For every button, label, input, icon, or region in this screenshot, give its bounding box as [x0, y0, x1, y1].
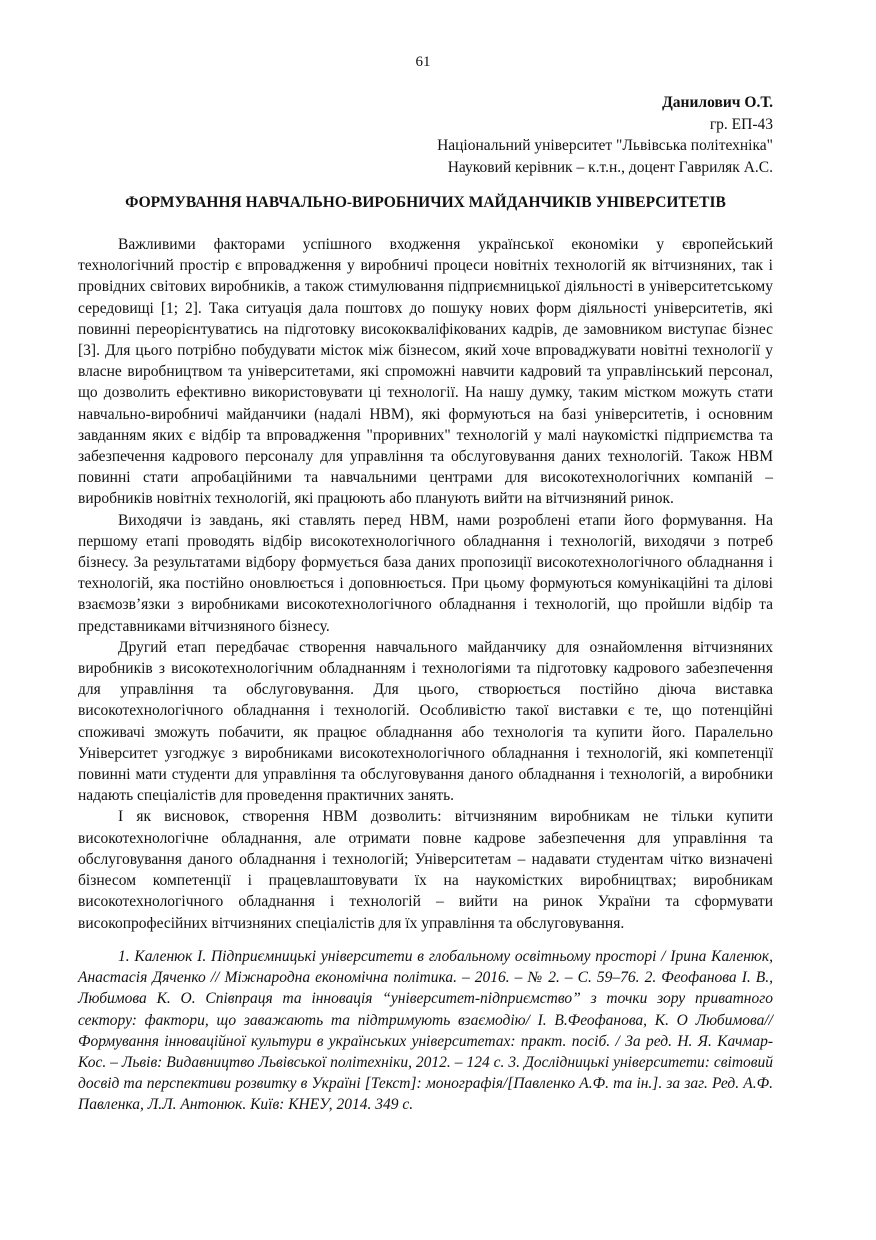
author-block [173, 92, 773, 178]
paragraph-conclusion: І як висновок, створення НВМ дозволить: вітчизняним виробникам не тільки купити високотехнологічне обладнання, але отримати повне кадрове забезпечення для управління та обслуговування даного обладнання і технологій; Університетам – надавати студентам чітко визначені бізнесом компетенції і працевлаштовувати їх на наукомістких виробництвах; виробникам високотехнологічного обладнання і технологій – вийти на ринок України та сформувати високопрофесійних вітчизняних спеціалістів для їх управління та обслуговування. [78, 808, 773, 932]
article-body [78, 234, 773, 934]
author-name: Данилович О.Т. [662, 94, 773, 111]
page-number: 61 [415, 54, 431, 70]
article-title: ФОРМУВАННЯ НАВЧАЛЬНО-ВИРОБНИЧИХ МАЙДАНЧИКІВ УНІВЕРСИТЕТІВ [125, 194, 726, 211]
references-list [78, 946, 773, 1116]
author-group: гр. ЕП-43 [709, 115, 773, 133]
author-supervisor: Науковий керівник – к.т.н., доцент Гавриляк А.С. [447, 158, 773, 176]
paragraph-second-stage: Другий етап передбачає створення навчального майданчику для ознайомлення вітчизняних виробників з високотехнологічним обладнанням і технологіями та підготовку кадрового забезпечення для управління та обслуговування. Для цього, створюється постійно діюча виставка високотехнологічного обладнання і технологій. Особливістю такої виставки є те, що потенційні споживачі зможуть побачити, як працює обладнання або технологія та купити його. Паралельно Університет узгоджує з виробниками високотехнологічного обладнання і технологій, які компетенції повинні мати студенти для управління та обслуговування даного обладнання і технологій, а виробники надають спеціалістів для проведення практичних занять. [78, 638, 773, 805]
references-text: 1. Каленюк І. Підприємницькі університети в глобальному освітньому просторі / Ірина Каленюк, Анастасія Дяченко // Міжнародна економічна політика. – 2016. – № 2. – С. 59–76. 2. Феофанова І. В., Любимова К. О. Співпраця та інновація “університет-підприємство” з точки зору приватного сектору: фактори, що заважають та підтримують взаємодію/ І. В.Феофанова, К. О Любимова// Формування інноваційної культури в українських університетах: практ. посіб. / За ред. Н. Я. Качмар-Кос. – Львів: Видавництво Львівської політехніки, 2012. – 124 с. 3. Дослідницькі університети: світовий досвід та перспективи розвитку в Україні [Текст]: монографія/[Павленко А.Ф. та ін.]. за заг. Ред. А.Ф. Павленка, Л.Л. Антонюк. Київ: КНЕУ, 2014. 349 с. [78, 948, 773, 1114]
paragraph-first-stage: Виходячи із завдань, які ставлять перед НВМ, нами розроблені етапи його формування. На першому етапі проводять відбір високотехнологічного обладнання і технологій, виходячи з потреб бізнесу. За результатами відбору формується база даних пропозиції високотехнологічного обладнання і технологій, яка постійно оновлюється і доповнюється. При цьому формуються комунікаційні та ділові взаємозв’язки з виробниками високотехнологічного обладнання і технологій, що пройшли відбір та представниками вітчизняного бізнесу. [78, 511, 773, 635]
author-university: Національний університет "Львівська політехніка" [437, 137, 773, 154]
paragraph-introduction: Важливими факторами успішного входження української економіки у європейський технологічний простір є впровадження у виробничі процеси новітніх технологій як вітчизняних, так і провідних світових виробників, а також стимулювання підприємницької діяльності в університетському середовищі [1; 2]. Така ситуація дала поштовх до пошуку нових форм діяльності університетів, які повинні переорієнтуватись на підготовку висококваліфікованих кадрів, де замовником виступає бізнес [3]. Для цього потрібно побудувати місток між бізнесом, який хоче впроваджувати новітні технології у власне виробництвом та університетами, які спроможні навчити кадровий та управлінський персонал, що дозволить ефективно використовувати ці технології. На нашу думку, таким містком можуть стати навчально-виробничі майданчики (надалі НВМ), які формуються на базі університетів, і основним завданням яких є відбір та впровадження "проривних" технологій у малі наукомісткі підприємства та забезпечення кадрового персоналу для управління та обслуговування даних технологій. Також НВМ повинні стати апробаційними та навчальними центрами для високотехнологічних компаній – виробників новітніх технологій, які працюють або планують вийти на вітчизняний ринок. [78, 236, 773, 508]
